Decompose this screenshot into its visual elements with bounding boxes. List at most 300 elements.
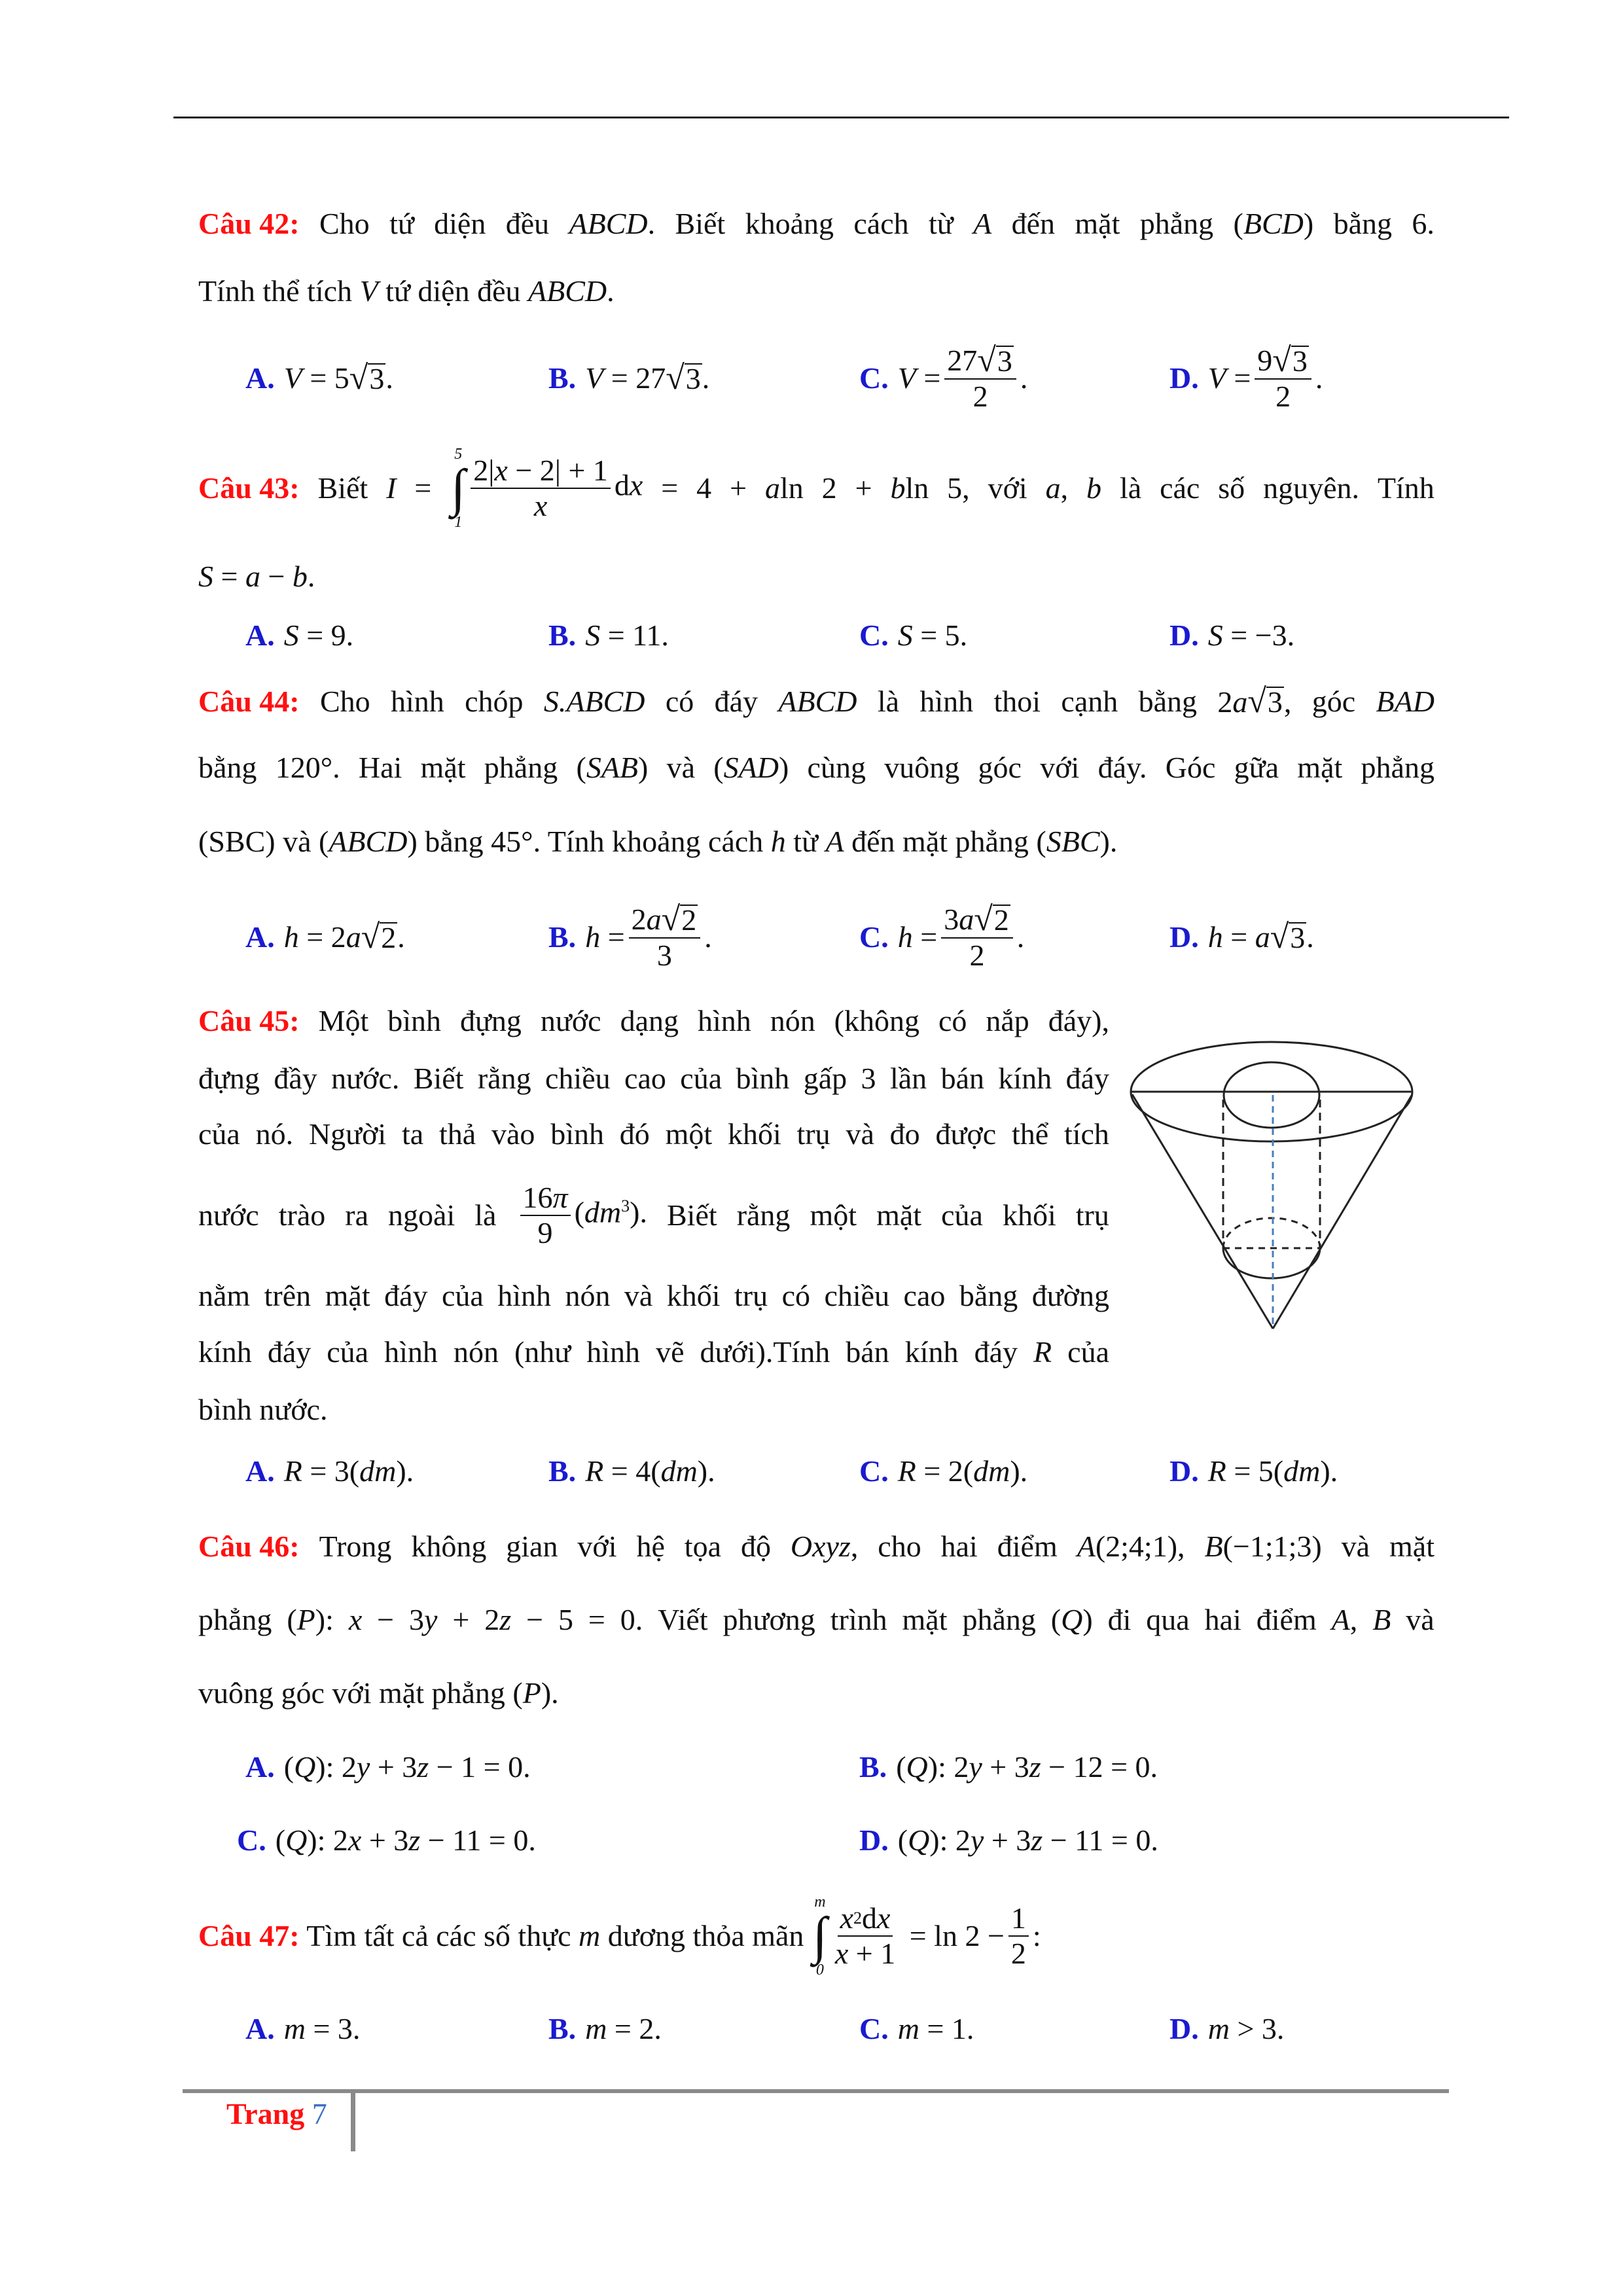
text: đựng (198, 1062, 260, 1095)
text: = (414, 471, 432, 505)
text: − 11 = 0. (420, 1823, 536, 1857)
text: = 3. (305, 2012, 361, 2045)
text: đi (1107, 1603, 1132, 1636)
text: Biết (413, 1062, 464, 1095)
text: = 11. (600, 619, 669, 652)
text: hình (391, 685, 444, 718)
text: độ (740, 1530, 771, 1563)
text: Cho (319, 207, 370, 240)
text: Biết (666, 1198, 717, 1232)
text: từ (929, 207, 954, 240)
radical-sign-icon: √ (666, 359, 685, 397)
text: trụ (796, 1117, 830, 1151)
footer-rule (183, 2089, 1449, 2093)
question-label: Câu 45: (198, 1004, 300, 1037)
text: . (702, 361, 710, 395)
word-group (658, 1600, 707, 1640)
word-group (941, 1527, 978, 1566)
text: mặt (1297, 751, 1343, 784)
text: kính (998, 1062, 1052, 1095)
upper-limit: 5 (454, 446, 463, 463)
text: cùng (807, 751, 866, 784)
text: phẳng (198, 1603, 272, 1636)
text: 9 (1257, 344, 1273, 377)
math-variable: z (1031, 1823, 1043, 1857)
math-variable: π (552, 1181, 568, 1214)
word-group (723, 1600, 815, 1640)
text: 1 (1010, 1901, 1026, 1935)
integral (813, 1894, 827, 1978)
text: . (1016, 920, 1025, 954)
text: đo (889, 1117, 920, 1151)
math-variable: z (408, 1823, 421, 1857)
text: với (1040, 751, 1080, 784)
text: ): 2 (927, 1750, 969, 1784)
radicand: 3 (1290, 920, 1306, 954)
math-variable: m (1207, 2012, 1230, 2045)
text: + (855, 471, 872, 505)
radicand: 3 (685, 361, 701, 395)
radicand: 3 (997, 344, 1012, 378)
word-group (506, 1527, 558, 1566)
math-variable: m (897, 2012, 919, 2045)
text: ln (779, 471, 804, 505)
word-group (452, 1600, 469, 1640)
denominator (1008, 1937, 1029, 1971)
integral-sign-icon: ∫ (451, 459, 466, 517)
text: . (704, 920, 712, 954)
text: Tính thể tích (198, 274, 360, 308)
math-variable: y (970, 1823, 984, 1857)
option-label: C. (859, 361, 889, 395)
text: trụ (734, 1279, 768, 1312)
option-label: A. (245, 619, 275, 652)
question-label: Câu 46: (198, 1530, 300, 1563)
text: của (198, 1117, 240, 1151)
word-group (997, 1527, 1058, 1566)
math-variable: ABCD (528, 274, 607, 308)
text: = (912, 920, 938, 954)
text: hai (940, 1530, 978, 1563)
math-variable: a (1255, 920, 1270, 954)
text: ( (275, 1823, 286, 1857)
word-group (526, 1600, 543, 1640)
math-variable: m (283, 2012, 306, 2045)
q47-line (198, 1893, 1435, 1979)
word-group (1372, 1600, 1391, 1640)
math-variable: B (1204, 1530, 1223, 1563)
text: khối (1002, 1198, 1056, 1232)
text: và (846, 1117, 874, 1151)
text: d (614, 468, 630, 502)
math-variable: a (646, 903, 662, 936)
text: = ln 2 − (902, 1919, 1005, 1952)
text: , (1060, 471, 1069, 505)
math-variable: ABCD (778, 685, 857, 718)
word-group (1389, 1527, 1435, 1566)
math-variable: Q (906, 1750, 928, 1784)
math-variable: b (1086, 471, 1102, 505)
text: − 12 = 0. (1041, 1750, 1158, 1784)
text: đáy (1065, 1062, 1109, 1095)
radical-sign-icon: √ (361, 918, 380, 956)
text: được (935, 1117, 997, 1151)
text: Biết (317, 471, 368, 505)
text: đáy (267, 1335, 312, 1369)
text: các (1160, 471, 1200, 505)
text: lần (889, 1062, 927, 1095)
option-label: C. (237, 1823, 266, 1857)
math-variable: SAB (586, 751, 639, 784)
word-group (198, 1527, 300, 1566)
text: ( (1050, 1603, 1061, 1636)
word-group (411, 1527, 486, 1566)
page-number-value: 7 (312, 2097, 327, 2130)
text: mặt (420, 751, 466, 784)
text: ) bằng 45°. Tính khoảng cách (407, 825, 771, 858)
text: đáy (714, 685, 758, 718)
word-group (962, 1600, 1035, 1640)
text: đầy (274, 1062, 317, 1095)
option-label: B. (548, 920, 577, 954)
text: Biết (675, 207, 726, 240)
word-group (287, 1600, 334, 1640)
math-variable: a (1232, 685, 1248, 719)
text: : (1032, 1919, 1041, 1952)
text: số (1218, 471, 1245, 505)
word-group (377, 1600, 394, 1640)
text: . (1020, 361, 1028, 395)
text: . (397, 920, 405, 954)
text: đáy), (1048, 1004, 1109, 1037)
text: ( (896, 1750, 906, 1784)
text: một (810, 1198, 857, 1232)
text: = 2. (607, 2012, 662, 2045)
text: vẽ (656, 1335, 685, 1369)
lower-limit: 1 (454, 514, 463, 531)
integral-sign-icon: ∫ (812, 1907, 827, 1965)
text: đựng (460, 1004, 522, 1037)
text: = 5( (1226, 1454, 1284, 1488)
text: 120°. (275, 751, 340, 784)
text: gấp (803, 1062, 847, 1095)
text: hệ (636, 1530, 665, 1563)
text: ) (778, 751, 789, 784)
text: kính (904, 1335, 959, 1369)
text: (SBC) và ( (198, 825, 329, 858)
text: kính (198, 1335, 252, 1369)
text: thoi (993, 685, 1041, 718)
text: = 2( (916, 1454, 974, 1488)
text: 5 (558, 1603, 573, 1636)
text: − (526, 1603, 544, 1636)
text: , (1283, 685, 1292, 719)
text: mặt (1075, 207, 1120, 240)
radical-sign-icon: √ (349, 359, 368, 397)
text: và (666, 751, 696, 784)
math-variable: h (897, 920, 913, 954)
text: Người (308, 1117, 387, 1151)
math-variable: z (1029, 1750, 1041, 1784)
q47-option-d (1169, 2009, 1284, 2049)
math-variable: A (973, 207, 992, 240)
math-variable: ABCD (569, 207, 648, 240)
option-label: A. (245, 361, 275, 395)
text: thả (439, 1117, 476, 1151)
text: 3 (409, 1603, 425, 1636)
text: dương thỏa mãn (600, 1919, 812, 1952)
text: = 4( (603, 1454, 661, 1488)
math-variable: z (499, 1603, 512, 1636)
text: khối (666, 1279, 721, 1312)
text: khối (727, 1117, 781, 1151)
text: thể (1011, 1117, 1049, 1151)
math-variable: V (1207, 361, 1226, 395)
word-group (577, 1527, 616, 1566)
math-variable: V (585, 361, 604, 395)
math-variable: Oxyz (790, 1530, 851, 1563)
text: phẳng (1139, 207, 1214, 240)
text: trụ (1075, 1198, 1109, 1232)
text: . (1306, 920, 1314, 954)
word-group (1077, 1527, 1185, 1566)
text: 2 (1217, 685, 1233, 719)
text: − (260, 560, 293, 593)
text: Cho (319, 685, 370, 718)
text: (không (834, 1004, 919, 1037)
text: 4 (696, 471, 712, 505)
math-variable: a (245, 560, 260, 593)
text: của (941, 1198, 983, 1232)
text: trình (830, 1603, 887, 1636)
word-group (1204, 1527, 1321, 1566)
text: ( (1233, 207, 1243, 240)
word-group (791, 1527, 858, 1566)
text: . (307, 560, 315, 593)
option-label: A. (245, 920, 275, 954)
word-group (1332, 1600, 1358, 1640)
text: bình nước. (198, 1393, 328, 1426)
upper-limit: m (814, 1893, 826, 1910)
text: ( (713, 751, 724, 784)
text: + 3 (984, 1823, 1031, 1857)
radicand: 3 (1267, 685, 1283, 719)
text: của (1067, 1335, 1109, 1369)
math-variable: x (629, 468, 643, 502)
text: ra (345, 1198, 369, 1232)
text: điểm (1256, 1603, 1317, 1636)
math-variable: x (840, 1901, 854, 1935)
page-number (226, 2096, 327, 2131)
math-variable: Q (1061, 1603, 1083, 1636)
text: của (327, 1335, 369, 1369)
text: tứ diện đều (378, 274, 528, 308)
text: ): (315, 1603, 334, 1636)
option-label: B. (548, 361, 577, 395)
text: , (850, 1530, 859, 1563)
text: hình (497, 1279, 552, 1312)
radicand: 2 (993, 903, 1009, 937)
text: tọa (684, 1530, 721, 1563)
math-variable: dm (584, 1195, 622, 1229)
math-variable: R (897, 1454, 916, 1488)
text: không (411, 1530, 487, 1563)
option-label: D. (1169, 619, 1199, 652)
math-variable: dm (660, 1454, 698, 1488)
text: 2| (473, 454, 495, 487)
text: (như (514, 1335, 571, 1369)
text: Viết (658, 1603, 708, 1636)
math-variable: y (424, 1603, 438, 1636)
text: . (647, 207, 656, 240)
option-label: D. (1169, 1454, 1199, 1488)
cone-side-right (1273, 1094, 1412, 1329)
math-variable: V (283, 361, 302, 395)
q46-line (198, 1674, 1435, 1713)
text: với (577, 1530, 617, 1563)
text: với (988, 471, 1027, 505)
page-label: Trang (226, 2097, 305, 2130)
text: đều (505, 207, 550, 240)
text: chiều (824, 1279, 890, 1312)
text: diện (434, 207, 486, 240)
text: nón (453, 1335, 499, 1369)
text: Hai (358, 751, 402, 784)
text: của (680, 1062, 722, 1095)
text: 2 (969, 938, 985, 972)
math-variable: h (283, 920, 299, 954)
text: ngoài (388, 1198, 455, 1232)
text: = (600, 920, 625, 954)
text: 6. (1412, 207, 1435, 240)
text: đến mặt phẳng ( (844, 825, 1046, 858)
text: hình (919, 685, 974, 718)
math-variable: m (579, 1919, 601, 1952)
math-variable: h (585, 920, 601, 954)
radical-sign-icon: √ (974, 900, 993, 938)
math-variable: SAD (723, 751, 779, 784)
text: = (661, 471, 679, 505)
option-label: B. (859, 1750, 887, 1784)
text: bình (736, 1062, 790, 1095)
text: chóp (465, 685, 524, 718)
text: bán (940, 1062, 984, 1095)
text: + 1 (848, 1937, 896, 1970)
math-variable: S.ABCD (543, 685, 645, 718)
text: = 2 (298, 920, 346, 954)
text: vào (491, 1117, 535, 1151)
text: dạng (620, 1004, 679, 1037)
text: = 5. (912, 619, 968, 652)
lower-limit: 0 (815, 1962, 824, 1979)
math-variable: x (494, 454, 508, 487)
text: một (665, 1117, 713, 1151)
word-group (878, 1527, 921, 1566)
text: ) (638, 751, 649, 784)
text: bằng (198, 751, 257, 784)
q47-option-b (548, 2009, 662, 2049)
text: ). (630, 1195, 647, 1229)
text: đến (1011, 207, 1055, 240)
option-label: D. (859, 1823, 889, 1857)
text: điểm (997, 1530, 1058, 1563)
math-variable: S (585, 619, 601, 652)
text: hai (1204, 1603, 1241, 1636)
text: mặt (876, 1198, 922, 1232)
text: hình (586, 1335, 641, 1369)
math-variable: x (348, 1823, 362, 1857)
radicand: 3 (1292, 344, 1308, 378)
text: . (607, 274, 615, 308)
text: có (665, 685, 694, 718)
radicand: 3 (369, 361, 385, 395)
text: qua (1146, 1603, 1190, 1636)
text: ln (905, 471, 929, 505)
math-variable: ABCD (329, 825, 408, 858)
text: bằng (1138, 685, 1198, 718)
text: − (377, 1603, 395, 1636)
radical-sign-icon: √ (661, 900, 681, 938)
word-group (636, 1527, 664, 1566)
text: hình (384, 1335, 438, 1369)
q46-line (198, 1600, 1435, 1640)
q46-option-a (245, 1748, 531, 1787)
option-label: C. (859, 920, 889, 954)
math-variable: z (417, 1750, 429, 1784)
text: cao (903, 1279, 946, 1312)
text: đáy (974, 1335, 1018, 1369)
text: tích (1063, 1117, 1109, 1151)
math-variable: Q (908, 1823, 930, 1857)
text: + 3 (370, 1750, 418, 1784)
text: ). (1010, 1454, 1028, 1488)
text: bình (550, 1117, 604, 1151)
word-group (902, 1600, 948, 1640)
option-label: C. (859, 619, 889, 652)
text: nguyên. (1263, 471, 1359, 505)
word-group (1406, 1600, 1434, 1640)
text: nắp (986, 1004, 1029, 1037)
word-group (1051, 1600, 1093, 1640)
text: Tính (1377, 471, 1435, 505)
text: vuông (884, 751, 960, 784)
text: ). (1320, 1454, 1338, 1488)
math-variable: b (292, 560, 308, 593)
math-variable: BAD (1376, 685, 1435, 718)
text: > 3. (1229, 2012, 1285, 2045)
text: phẳng (484, 751, 558, 784)
math-variable: a (346, 920, 361, 954)
word-group (558, 1600, 573, 1640)
math-variable: A (1077, 1530, 1096, 1563)
text: bằng (1333, 207, 1392, 240)
text: 2 (821, 471, 837, 505)
text: đáy. (1097, 751, 1147, 784)
option-label: A. (245, 2012, 275, 2045)
text: = (916, 361, 941, 395)
fraction (832, 1901, 898, 1971)
text: = −3. (1222, 619, 1295, 652)
text: bình (387, 1004, 442, 1037)
math-variable: x (877, 1901, 891, 1935)
text: gian (506, 1530, 558, 1563)
math-variable: R (283, 1454, 302, 1488)
cone-side-left (1132, 1094, 1273, 1329)
text: 0. (620, 1603, 643, 1636)
word-group (620, 1600, 643, 1640)
text: đường (1031, 1279, 1109, 1312)
option-label: D. (1169, 920, 1199, 954)
